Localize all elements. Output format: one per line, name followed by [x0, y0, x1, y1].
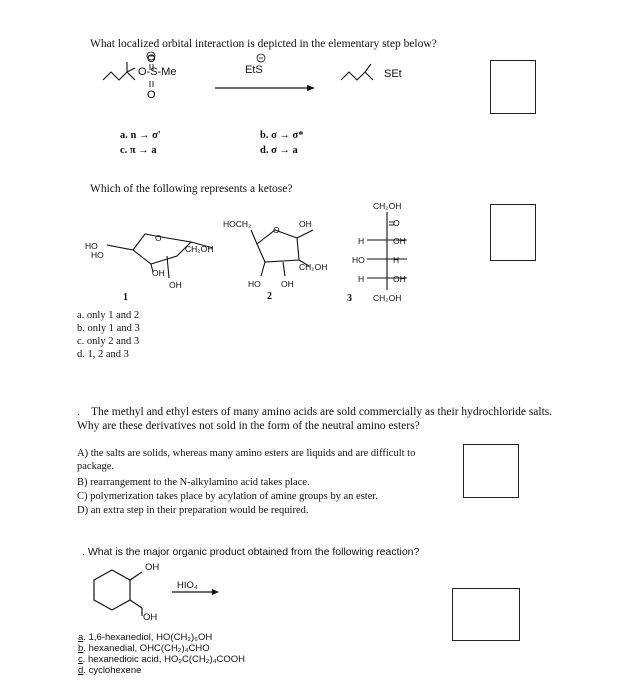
q4-choice-c-text: . hexanedioic acid, HO₂C(CH₂)₄COOH	[82, 654, 245, 665]
q1-answer-box[interactable]	[490, 60, 536, 114]
q4-choice-d-text: . cyclohexene	[83, 665, 142, 676]
q2-structure-3	[355, 200, 435, 300]
q4-oh-bottom: OH	[143, 612, 158, 623]
q2-s2-oh-top: OH	[299, 219, 312, 229]
q4-choice-c	[78, 654, 245, 665]
q3-prefix: .	[77, 406, 80, 418]
q1-choice-d: d. σ → a	[260, 145, 298, 156]
q2-s2-ho: HO	[248, 279, 261, 289]
q3-choice-d: D) an extra step in their preparation would be required.	[77, 505, 309, 516]
q2-s1-ho-2: HO	[91, 250, 104, 260]
q2-s2-ch2oh: CH₂OH	[299, 262, 328, 272]
q3-choice-c: C) polymerization takes place by acylation of amine groups by an ester.	[77, 491, 378, 502]
q2-s3-label: 3	[347, 293, 352, 304]
q2-choice-a: a. only 1 and 2	[77, 310, 140, 321]
q4-choice-d	[78, 665, 141, 676]
q2-s2-label: 2	[267, 291, 272, 302]
q2-s1-label: 1	[123, 292, 128, 303]
svg-text:O: O	[147, 89, 156, 101]
q2-s3-r3-right: OH	[393, 274, 406, 284]
q1-reaction-scheme	[95, 50, 515, 110]
q4-answer-box[interactable]	[452, 588, 520, 641]
q3-choice-b: B) rearrangement to the N-alkylamino acid takes place.	[77, 477, 310, 488]
q4-reagent: HIO₄	[177, 580, 198, 591]
q4-choice-b	[78, 643, 210, 654]
q4-choice-a-letter: a	[78, 632, 84, 643]
q2-s3-top: CH₂OH	[373, 201, 402, 211]
q4-choice-a	[78, 632, 212, 643]
q3-question-block	[77, 405, 557, 433]
q2-s3-r1-right: OH	[393, 236, 406, 246]
q4-oh-top: OH	[145, 562, 160, 573]
q3-choice-a: A) the salts are solids, whereas many amino esters are liquids and are difficult to package.	[77, 448, 416, 472]
q2-s1-ring-o: O	[155, 233, 162, 243]
q1-choice-a: a. n → σ'	[120, 130, 161, 141]
svg-text:O: O	[147, 53, 156, 65]
q2-choice-b: b. only 1 and 3	[77, 323, 140, 334]
q2-s2-oh: OH	[281, 279, 294, 289]
q2-s1-ch2oh: CH₂OH	[185, 244, 214, 254]
q1-choice-b: b. σ → σ*	[260, 130, 304, 141]
q4-question-block	[82, 546, 419, 558]
q2-s1-ho-1: HO	[85, 241, 98, 251]
q1-sulfonate-label: O-S-Me	[138, 66, 177, 78]
q1-reagent: EtS	[245, 64, 263, 76]
q2-structure-1	[95, 220, 235, 290]
q3-question: The methyl and ethyl esters of many amino acids are sold commercially as their hydrochloride salts. Why are these derivatives not sold in the form of the neutral amino esters?	[77, 406, 553, 432]
q2-s3-r2-left: HO	[352, 255, 365, 265]
q4-choice-a-text: . 1,6-hexanediol, HO(CH₂)₆OH	[83, 632, 213, 643]
q1-choice-c: c. π → a	[120, 145, 157, 156]
q2-s2-hoch2: HOCH₂	[223, 219, 252, 229]
q2-s1-oh-1: OH	[152, 268, 165, 278]
q2-s3-r1-left: H	[358, 236, 365, 246]
q2-s3-r3-left: H	[358, 274, 365, 284]
q2-s1-oh-2: OH	[169, 280, 182, 290]
q4-prefix: .	[82, 546, 85, 558]
q4-choice-b-text: . hexanedial, OHC(CH₂)₄CHO	[83, 643, 210, 654]
q2-s3-carbonyl: O	[393, 218, 400, 228]
q4-choice-c-letter: c	[78, 654, 83, 665]
q2-choice-c: c. only 2 and 3	[77, 336, 140, 347]
q3-answer-box[interactable]	[463, 444, 519, 498]
q2-s2-ring-o: O	[273, 225, 280, 235]
q2-choice-d: d. 1, 2 and 3	[77, 349, 129, 360]
q4-choice-d-letter: d	[78, 665, 84, 676]
q4-question: What is the major organic product obtained from the following reaction?	[87, 546, 420, 558]
q1-product-label: SEt	[384, 68, 402, 80]
q2-s3-bottom: CH₂OH	[373, 293, 402, 303]
q1-question: What localized orbital interaction is depicted in the elementary step below?	[90, 38, 437, 50]
q2-answer-box[interactable]	[490, 204, 536, 261]
q2-s3-r2-right: H	[393, 255, 400, 265]
q2-question: Which of the following represents a ketose?	[90, 183, 293, 195]
q4-choice-b-letter: b	[78, 643, 84, 654]
